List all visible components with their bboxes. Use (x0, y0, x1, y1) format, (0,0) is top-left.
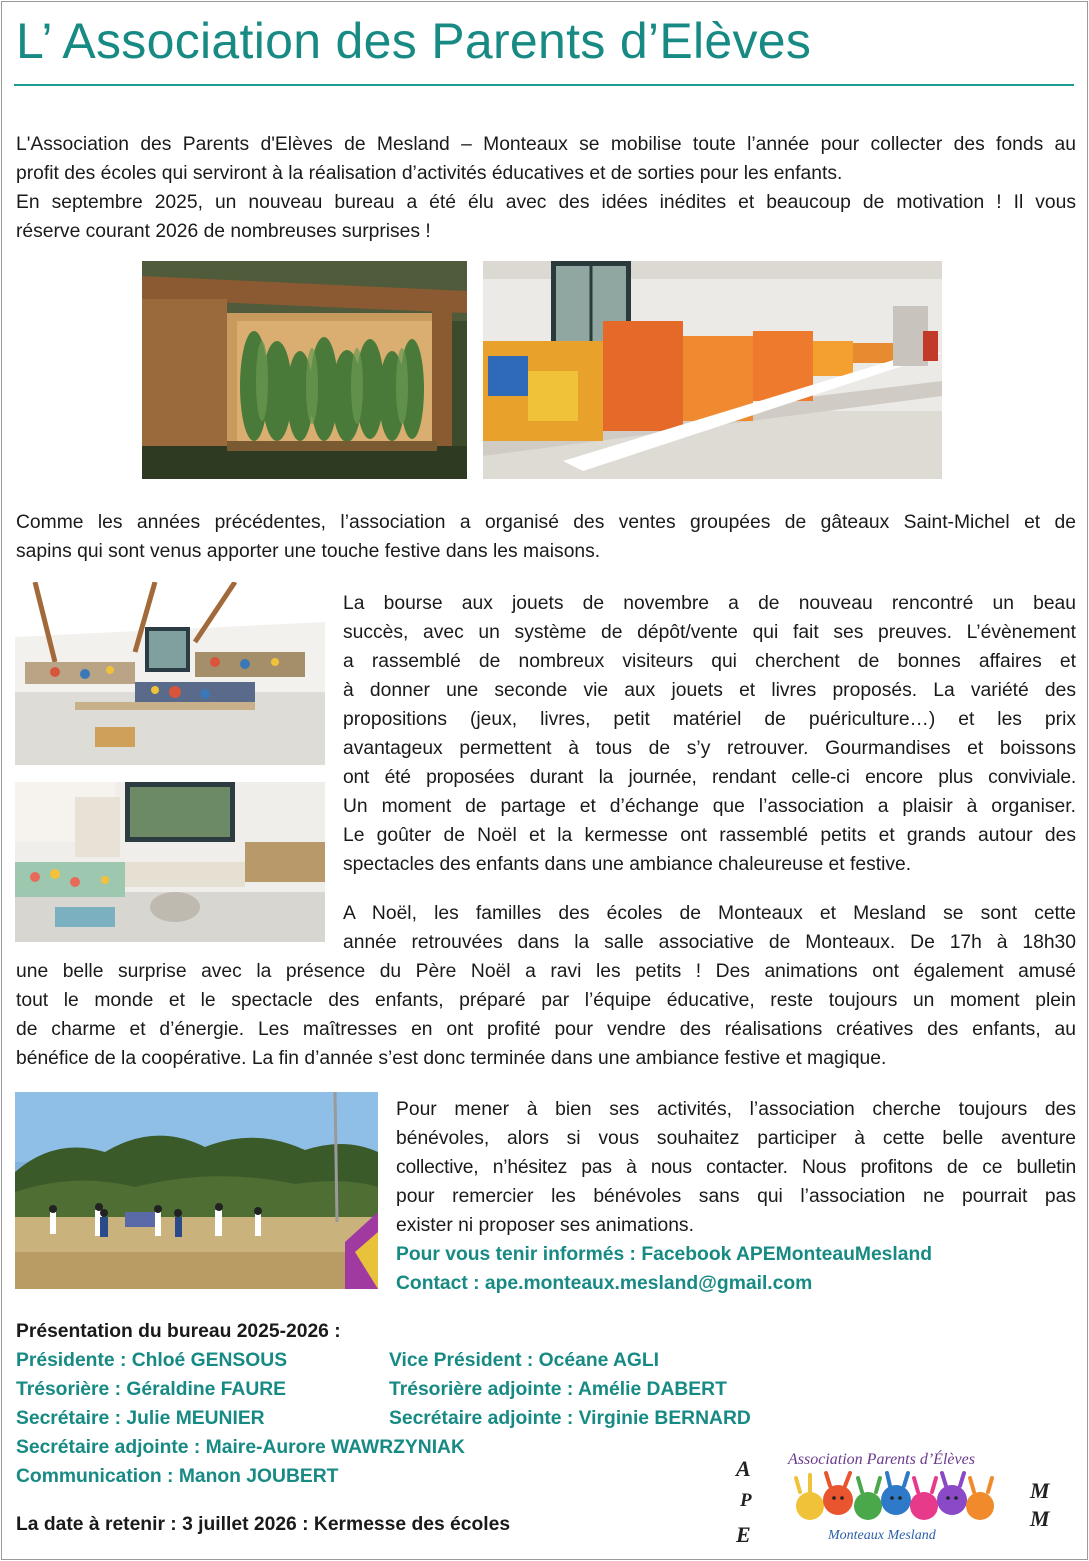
bourse-line: avantageux permettent à tous de s’y retrouver. Gourmandises et boissons (343, 738, 1076, 759)
photo-toy-fair-tables (15, 782, 325, 942)
bureau-member: Trésorière : Géraldine FAURE (16, 1379, 287, 1400)
page-title: L’ Association des Parents d’Elèves (16, 13, 812, 69)
noel-line: bénéfice de la coopérative. La fin d’année s’est donc terminée dans une ambiance festive et magique. (16, 1048, 887, 1069)
logo-letter: M (1030, 1506, 1050, 1531)
noel-line: tout le monde et le spectacle des enfants, préparé par l’équipe éducative, reste toujours un moment plein (16, 990, 1076, 1011)
painted-hands-icon (790, 1470, 1010, 1530)
volunteers-line: Pour mener à bien ses activités, l’association cherche toujours des (396, 1099, 1076, 1120)
bourse-line: Le goûter de Noël et la kermesse ont rassemblé petits et grands autour des (343, 825, 1076, 846)
intro-paragraph (16, 130, 1076, 246)
logo-letter: A (736, 1456, 751, 1481)
photo-cake-boxes (483, 261, 942, 479)
sales-line: sapins qui sont venus apporter une touche festive dans les maisons. (16, 541, 601, 562)
bourse-line: spectacles des enfants dans une ambiance chaleureuse et festive. (343, 854, 912, 875)
photo-toy-fair-hall (15, 582, 325, 765)
bureau-member: Présidente : Chloé GENSOUS (16, 1350, 288, 1371)
title-divider (14, 84, 1074, 86)
bureau-member: Secrétaire adjointe : Virginie BERNARD (389, 1408, 751, 1429)
intro-line: En septembre 2025, un nouveau bureau a été élu avec des idées inédites et beaucoup de motivation ! Il vous (16, 192, 1076, 213)
bourse-line: propositions (jeux, livres, petit matériel de puériculture…) et les prix (343, 709, 1076, 730)
intro-line: profit des écoles qui serviront à la réalisation d’activités éducatives et de sorties pour les enfants. (16, 163, 843, 184)
bourse-line: La bourse aux jouets de novembre a de nouveau rencontré un beau (343, 593, 1076, 614)
noel-line: année retrouvées dans la salle associative de Monteaux. De 17h à 18h30 (343, 932, 1076, 953)
noel-line: de charme et d’énergie. Les maîtresses en ont profité pour vendre des réalisations créatives des enfants, au (16, 1019, 1076, 1040)
bourse-paragraph (343, 589, 1076, 879)
bureau-member: Trésorière adjointe : Amélie DABERT (389, 1379, 727, 1400)
noel-paragraph-top (343, 899, 1076, 957)
intro-line: L'Association des Parents d'Elèves de Mesland – Monteaux se mobilise toute l’année pour collecter des fonds au (16, 134, 1076, 155)
logo-subtitle: Monteaux Mesland (828, 1528, 936, 1543)
sales-line: Comme les années précédentes, l’association a organisé des ventes groupées de gâteaux Saint-Michel et de (16, 512, 1076, 533)
noel-line: une belle surprise avec la présence du Père Noël a ravi les petits ! Des animations ont également amusé (16, 961, 1076, 982)
bureau-member: Secrétaire : Julie MEUNIER (16, 1408, 265, 1429)
logo-title: Association Parents d’Élèves (788, 1451, 975, 1468)
photo-kermesse-children (15, 1092, 378, 1289)
volunteers-line: pour remercier les bénévoles sans qui l’association ne pourrait pas (396, 1186, 1076, 1207)
logo-letter: P (740, 1490, 752, 1511)
date-to-remember: La date à retenir : 3 juillet 2026 : Kermesse des écoles (16, 1514, 511, 1535)
intro-line: réserve courant 2026 de nombreuses surprises ! (16, 221, 431, 242)
bureau-heading: Présentation du bureau 2025-2026 : (16, 1321, 341, 1342)
bourse-line: a rassemblé de nombreux visiteurs qui cherchent de bonnes affaires et (343, 651, 1076, 672)
bureau-member: Secrétaire adjointe : Maire-Aurore WAWRZYNIAK (16, 1437, 465, 1458)
sales-paragraph (16, 508, 1076, 566)
bourse-line: succès, avec un système de dépôt/vente qui fait ses preuves. L’évènement (343, 622, 1076, 643)
photo-christmas-trees (142, 261, 467, 479)
bourse-line: ont été proposées durant la journée, rendant celle-ci encore plus conviviale. (343, 767, 1076, 788)
facebook-link[interactable]: Pour vous tenir informés : Facebook APEMonteauMesland (396, 1244, 933, 1265)
volunteers-line: exister ni proposer ses animations. (396, 1215, 694, 1236)
bourse-line: Un moment de partage et d’échange que l’association a plaisir à organiser. (343, 796, 1076, 817)
noel-paragraph-bottom (16, 957, 1076, 1073)
bureau-member: Communication : Manon JOUBERT (16, 1466, 339, 1487)
volunteers-line: collective, n’hésitez pas à nous contacter. Nous profitons de ce bulletin (396, 1157, 1076, 1178)
contact-email-link[interactable]: Contact : ape.monteaux.mesland@gmail.com (396, 1273, 813, 1294)
volunteers-paragraph (396, 1095, 1076, 1298)
noel-line: A Noël, les familles des écoles de Monteaux et Mesland se sont cette (343, 903, 1076, 924)
ape-logo (728, 1450, 1058, 1550)
logo-letter: M (1030, 1478, 1050, 1503)
bureau-member: Vice Président : Océane AGLI (389, 1350, 660, 1371)
volunteers-line: bénévoles, alors si vous souhaitez participer à cette belle aventure (396, 1128, 1076, 1149)
logo-letter: E (736, 1522, 751, 1547)
bourse-line: à donner une seconde vie aux jouets et livres proposés. La variété des (343, 680, 1076, 701)
